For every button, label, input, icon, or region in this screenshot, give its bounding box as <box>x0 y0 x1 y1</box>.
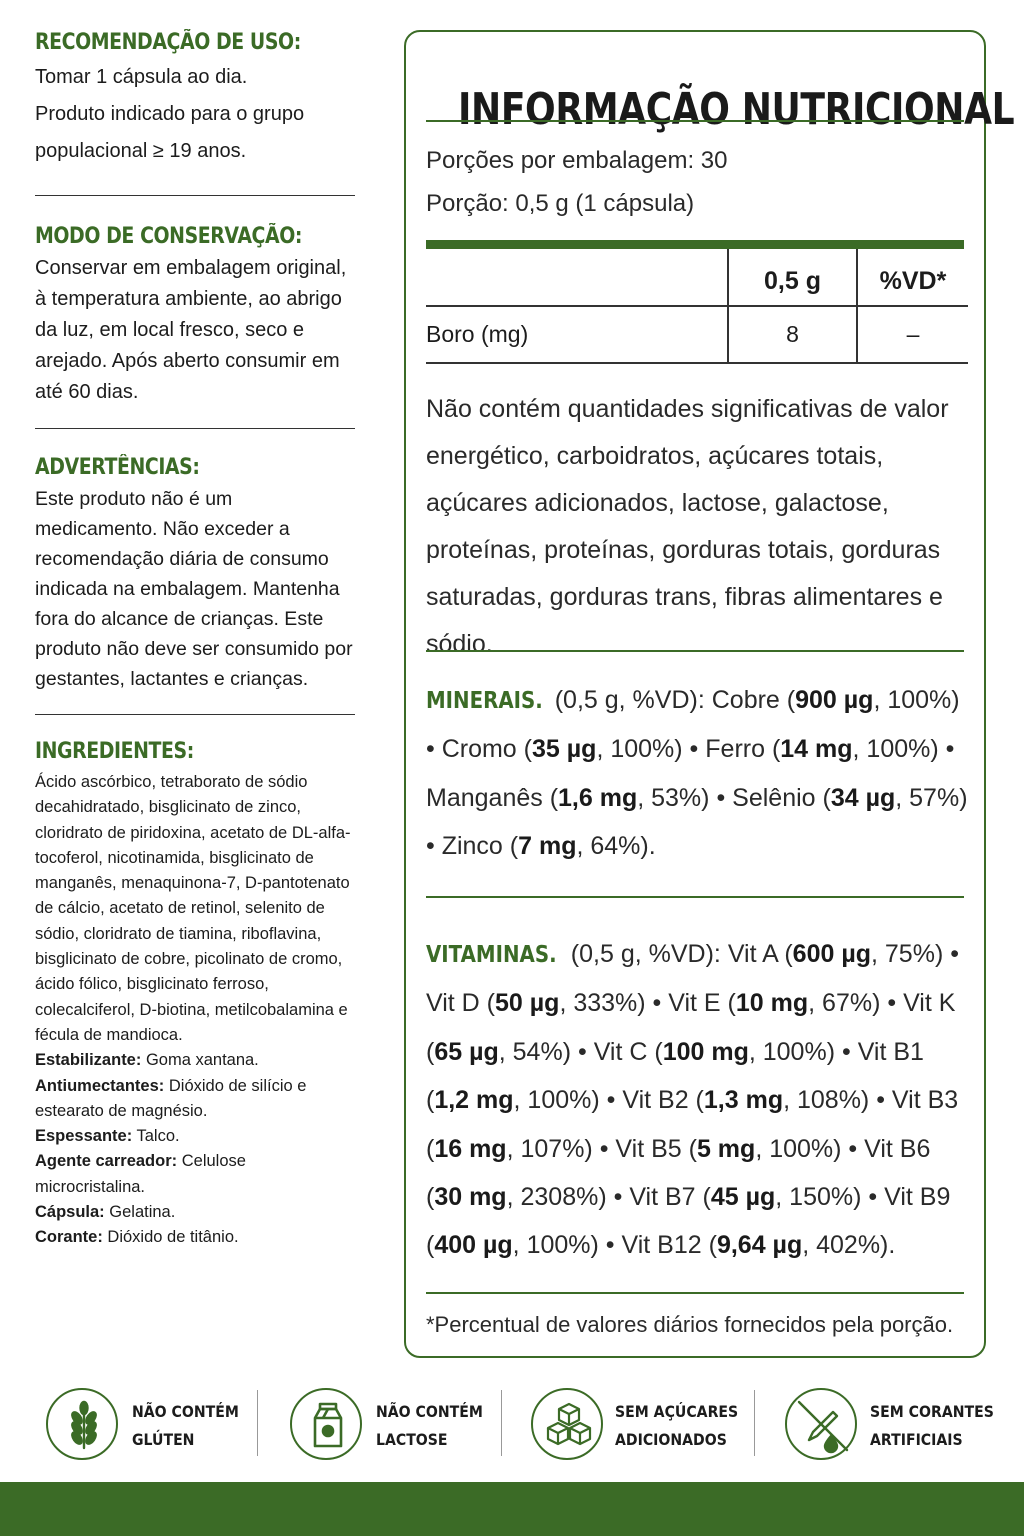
badge-text <box>376 1398 483 1454</box>
divider <box>35 195 355 196</box>
divider <box>426 1292 964 1294</box>
ingredients-list: Ácido ascórbico, tetraborato de sódio decahidratado, bisglicinato de zinco, cloridrato de piridoxina, acetato de DL-alfa-tocoferol, nicotinamida, bisglicinato de manganês, menaquinona-7, D-pantotenato de cálcio, acetato de retinol, selenito de sódio, cloridrato de tiamina, riboflavina, bisglicinato de cobre, picolinato de cromo, ácido fólico, bisglicinato ferroso, colecalciferol, D-biotina, metilcobalamina e fécula de mandioca. <box>35 773 351 1044</box>
vitamin-name: Vit B7 ( <box>629 1183 711 1212</box>
vitamin-vd: , 107%) <box>506 1134 593 1163</box>
vitamin-item <box>728 940 943 968</box>
mineral-item <box>732 784 967 812</box>
badges-row <box>0 1380 1024 1470</box>
badge-line: ADICIONADOS <box>615 1430 727 1449</box>
mineral-name: Selênio ( <box>732 783 831 812</box>
badge-line: SEM AÇÚCARES <box>615 1402 739 1421</box>
panel-title: INFORMAÇÃO NUTRICIONAL <box>458 84 1015 135</box>
vitamin-vd: , 67%) <box>808 989 881 1018</box>
mineral-vd: , 100%) <box>852 735 939 764</box>
divider <box>426 650 964 652</box>
table-header-cell: 0,5 g <box>728 249 857 306</box>
vitamin-amount: 400 µg <box>434 1231 513 1260</box>
mineral-item <box>442 832 649 860</box>
minerals-label: MINERAIS. <box>426 688 543 714</box>
badge-text <box>615 1398 738 1454</box>
vitamin-vd: , 54%) <box>498 1037 572 1066</box>
recommendation-line: Produto indicado para o grupo <box>35 103 305 125</box>
mineral-item <box>442 735 683 763</box>
additive-label: Agente carreador: <box>35 1152 178 1171</box>
mineral-item <box>712 686 960 714</box>
mineral-amount: 35 µg <box>532 735 597 764</box>
vitamin-name: Vit D ( <box>426 989 495 1018</box>
mineral-amount: 1,6 mg <box>558 783 638 812</box>
minerals-block <box>426 676 970 871</box>
mineral-amount: 14 mg <box>780 735 853 764</box>
table-header-cell <box>426 249 728 306</box>
table-row <box>426 306 968 363</box>
additive-line <box>35 1124 360 1149</box>
mineral-amount: 34 µg <box>830 783 896 812</box>
vitamins-intro: (0,5 g, %VD): <box>563 940 728 968</box>
vitamin-amount: 100 mg <box>662 1037 749 1066</box>
vitamin-amount: 1,3 mg <box>703 1086 784 1115</box>
additive-label: Cápsula: <box>35 1203 105 1222</box>
divider <box>35 428 355 429</box>
wheat-icon <box>46 1388 118 1460</box>
vitamin-item <box>629 1183 861 1211</box>
mineral-item <box>705 735 938 763</box>
warnings-text: Este produto não é um medicamento. Não exceder a recomendação diária de consumo indicada na embalagem. Mantenha fora do alcance de crianças. Este produto não deve ser consumido por gestantes, lactantes e crianças. <box>35 488 353 690</box>
conservation-text: Conservar em embalagem original, à temperatura ambiente, ao abrigo da luz, em local fresco, seco e arejado. Após aberto consumir em até 60 dias. <box>35 257 347 403</box>
additive-line <box>35 1149 360 1200</box>
no-dye-icon <box>785 1388 857 1460</box>
additive-value: Talco. <box>132 1127 180 1146</box>
vitamin-vd: , 2308%) <box>506 1183 607 1212</box>
vitamin-name: Vit C ( <box>593 1037 663 1066</box>
vitamin-item <box>426 989 646 1017</box>
vitamin-item <box>622 1086 869 1114</box>
vitamin-vd: , 100%) <box>755 1134 842 1163</box>
vitamin-amount: 45 µg <box>710 1183 776 1212</box>
mineral-amount: 900 µg <box>795 686 874 714</box>
ingredients-text <box>35 770 360 1251</box>
mineral-name: Ferro ( <box>705 735 781 764</box>
recommendation-line: Tomar 1 cápsula ao dia. <box>35 66 248 88</box>
milk-carton-icon <box>290 1388 362 1460</box>
vitamin-amount: 50 µg <box>495 989 560 1018</box>
divider <box>35 714 355 715</box>
vitamin-amount: 5 mg <box>696 1134 756 1163</box>
left-column <box>35 30 360 1251</box>
vitamin-name: Vit K ( <box>426 989 956 1066</box>
vitamins-block <box>426 930 970 1270</box>
minerals-items: Cobre (900 µg, 100%) • Cromo (35 µg, 100%) • Ferro (14 mg, 100%) • Manganês (1,6 mg, 53%) • Selênio (34 µg, 57%) • Zinco (7 mg, 64%). <box>426 686 968 861</box>
portion-text: Porção: 0,5 g (1 cápsula) <box>426 190 695 217</box>
recommendation-text <box>35 59 360 170</box>
vitamin-vd: , 100%) <box>748 1037 836 1066</box>
badge-line: ARTIFICIAIS <box>870 1430 963 1449</box>
mineral-vd: , 100%) <box>596 735 683 764</box>
badge-text <box>870 1398 994 1454</box>
badge-line: NÃO CONTÉM <box>132 1402 239 1421</box>
vitamin-amount: 65 µg <box>434 1037 499 1066</box>
servings-text: Porções por embalagem: 30 <box>426 147 728 174</box>
nutrient-vd: – <box>857 306 968 363</box>
footnote: *Percentual de valores diários fornecidos pela porção. <box>426 1312 954 1337</box>
additive-label: Estabilizante: <box>35 1051 142 1070</box>
vitamin-amount: 1,2 mg <box>434 1086 514 1115</box>
vitamin-vd: , 100%) <box>513 1086 600 1115</box>
conservation-title: MODO DE CONSERVAÇÃO: <box>35 224 303 249</box>
mineral-name: Zinco ( <box>441 832 519 861</box>
additive-line <box>35 1200 360 1225</box>
footer-bar <box>0 1482 1024 1536</box>
vitamin-name: Vit B5 ( <box>615 1134 697 1163</box>
vitamin-vd: , 333%) <box>559 989 646 1018</box>
nutrition-table <box>426 249 968 364</box>
nutrient-name: Boro (mg) <box>426 306 728 363</box>
badge-line: GLÚTEN <box>132 1430 195 1449</box>
vitamin-vd: , 100%) <box>512 1231 599 1260</box>
mineral-name: Manganês ( <box>426 783 559 812</box>
additive-line <box>35 1074 360 1125</box>
badge-separator <box>501 1390 502 1456</box>
vitamin-item <box>594 1038 835 1066</box>
badge-separator <box>754 1390 755 1456</box>
vitamin-name: Vit B1 ( <box>426 1037 924 1115</box>
badge-text <box>132 1398 239 1454</box>
additive-label: Corante: <box>35 1228 103 1247</box>
vitamin-amount: 10 mg <box>735 989 809 1018</box>
recommendation-line: populacional ≥ 19 anos. <box>35 140 247 162</box>
vitamin-item <box>622 1231 889 1259</box>
vitamin-vd: , 75%) <box>871 940 944 968</box>
additive-value: Gelatina. <box>104 1203 176 1222</box>
additive-value: Celulose microcristalina. <box>35 1152 246 1196</box>
vitamin-vd: , 108%) <box>783 1086 870 1115</box>
recommendation-title: RECOMENDAÇÃO DE USO: <box>35 30 301 55</box>
mineral-vd: , 53%) <box>637 783 710 812</box>
vitamin-amount: 9,64 µg <box>716 1231 803 1260</box>
vitamin-name: Vit A ( <box>727 940 793 968</box>
table-header-row <box>426 249 968 306</box>
vitamin-name: Vit B3 ( <box>426 1086 959 1163</box>
nutrition-panel <box>404 30 1015 1358</box>
vitamin-name: Vit B2 ( <box>622 1086 704 1115</box>
divider <box>426 896 964 898</box>
mineral-amount: 7 mg <box>518 832 577 861</box>
minerals-intro: (0,5 g, %VD): <box>547 686 712 714</box>
mineral-name: Cromo ( <box>441 735 532 764</box>
not-significant-notice: Não contém quantidades significativas de valor energético, carboidratos, açúcares totais, açúcares adicionados, lactose, galactose, proteínas, proteínas, gorduras totais, gorduras saturadas, gorduras trans, fibras alimentares e sódio. <box>426 395 949 658</box>
badge-separator <box>257 1390 258 1456</box>
additive-value: Goma xantana. <box>141 1051 259 1070</box>
mineral-name: Cobre ( <box>711 686 796 714</box>
additive-line <box>35 1048 360 1073</box>
vitamin-name: Vit B12 ( <box>621 1231 717 1260</box>
vitamin-amount: 16 mg <box>434 1134 507 1163</box>
sugar-cubes-icon <box>531 1388 603 1460</box>
ingredients-title: INGREDIENTES: <box>35 739 194 764</box>
badge-line: SEM CORANTES <box>870 1402 994 1421</box>
mineral-item <box>426 784 710 812</box>
table-header-cell: %VD* <box>857 249 968 306</box>
additive-label: Antiumectantes: <box>35 1076 165 1095</box>
vitamin-vd: , 402%) <box>802 1231 889 1260</box>
vitamin-amount: 600 µg <box>792 940 872 968</box>
vitamins-label: VITAMINAS. <box>426 942 557 968</box>
thick-divider <box>426 240 964 249</box>
mineral-vd: , 57%) <box>895 783 968 812</box>
vitamin-name: Vit B9 ( <box>426 1183 951 1260</box>
additive-value: Dióxido de titânio. <box>102 1228 239 1247</box>
vitamin-name: Vit B6 ( <box>426 1134 931 1212</box>
vitamin-item <box>615 1135 841 1163</box>
additive-value: Dióxido de silício e estearato de magnésio. <box>35 1076 307 1120</box>
badge-line: NÃO CONTÉM <box>376 1402 483 1421</box>
vitamin-name: Vit E ( <box>668 989 736 1018</box>
additive-line <box>35 1225 360 1250</box>
vitamin-vd: , 150%) <box>775 1183 862 1212</box>
vitamins-items: Vit A (600 µg, 75%) • Vit D (50 µg, 333%) • Vit E (10 mg, 67%) • Vit K (65 µg, 54%) • Vit C (100 mg, 100%) • Vit B1 (1,2 mg, 100%) • Vit B2 (1,3 mg, 108%) • Vit B3 (16 mg, 107%) • Vit B5 (5 mg, 100%) • Vit B6 (30 mg, 2308%) • Vit B7 (45 µg, 150%) • Vit B9 (400 µg, 100%) • Vit B12 (9,64 µg, 402%). <box>426 940 959 1260</box>
badge-line: LACTOSE <box>376 1430 448 1449</box>
vitamin-item <box>668 989 880 1017</box>
vitamin-amount: 30 mg <box>434 1183 507 1212</box>
divider <box>426 120 964 122</box>
mineral-vd: , 64%) <box>576 832 649 861</box>
nutrient-amount: 8 <box>728 306 857 363</box>
mineral-vd: , 100%) <box>873 686 960 714</box>
warnings-title: ADVERTÊNCIAS: <box>35 455 200 480</box>
additive-label: Espessante: <box>35 1127 133 1146</box>
